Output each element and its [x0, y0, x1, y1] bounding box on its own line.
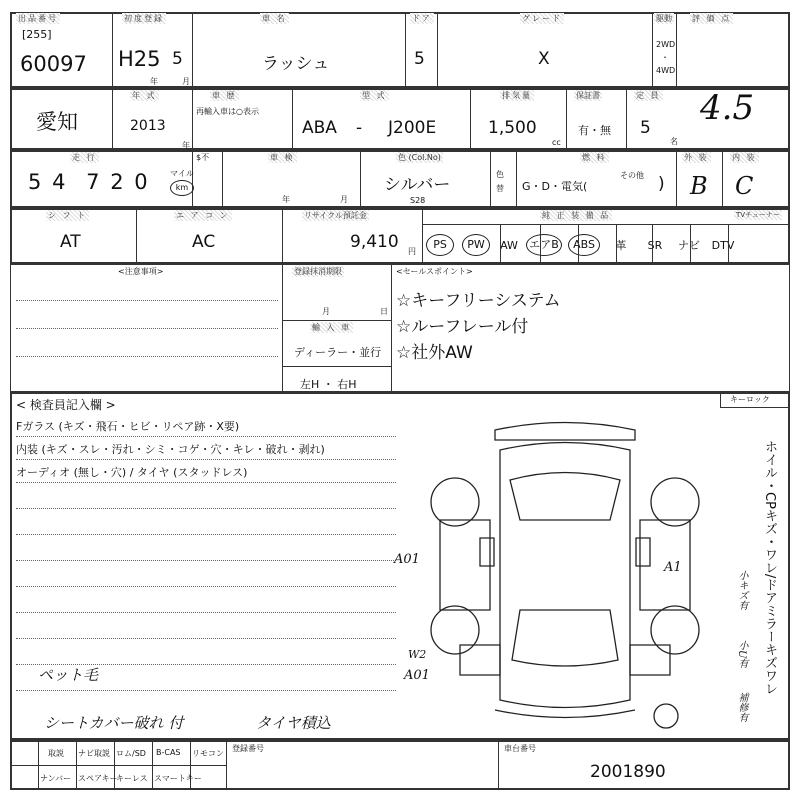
inspection-month-unit: 月: [340, 195, 348, 204]
yen-unit: 円: [408, 247, 416, 256]
model-prefix: ABA: [302, 118, 337, 138]
footer-spare-key: スペアキー: [78, 774, 118, 783]
label-model-year: 年 式: [132, 91, 157, 100]
label-shaken: 車 歴: [212, 91, 237, 100]
mileage-unit: km: [170, 180, 194, 196]
cc-unit: cc: [552, 138, 561, 147]
import-type: ディーラー・並行: [294, 346, 382, 359]
chassis-number: 2001890: [590, 762, 666, 782]
equip-ps: PS: [426, 234, 454, 256]
fuel: G・D・電気(: [522, 180, 588, 193]
label-capacity: 定 員: [636, 91, 661, 100]
month-unit: 月: [182, 77, 190, 86]
label-score: 評 価 点: [692, 14, 732, 23]
key-lock-label: キーロック: [730, 395, 770, 404]
label-tv: TVチューナー: [736, 211, 780, 219]
sales-point-1: ☆キーフリーシステム: [396, 291, 561, 311]
label-caution: <注意事項>: [118, 267, 164, 276]
equip-dtv: DTV: [711, 238, 735, 252]
mileage: [28, 170, 148, 194]
handwritten-pet-hair: ペット毛: [38, 666, 99, 684]
inspection-year-unit: 年: [282, 195, 290, 204]
label-inspection: 車 検: [270, 153, 295, 162]
mark-a01-left-door: A01: [394, 552, 420, 567]
score: 4.5: [700, 88, 755, 128]
mark-a1-right-door: A1: [664, 560, 682, 575]
footer-number-plate: ナンバー: [40, 774, 72, 783]
label-first-reg: 初度登録: [124, 14, 164, 23]
mileage-digit-5: 0: [134, 170, 148, 194]
side-note-small-scratch: 小キズ有: [736, 570, 747, 610]
region: 愛知: [36, 110, 78, 134]
capacity-unit: 名: [670, 137, 678, 146]
mileage-unit-top: マイル: [170, 169, 194, 178]
equip-abs: ABS: [568, 234, 600, 256]
model-year: 2013: [130, 118, 166, 134]
inspector-title: < 検査員記入欄 >: [16, 398, 116, 412]
side-note-wheel-mirror: ホイル・CPキズ・ワレ/ドアミラーキズワレ: [762, 440, 777, 696]
model-dash: -: [356, 118, 363, 138]
year-unit: 年: [150, 77, 158, 86]
area-code: [255]: [22, 28, 52, 41]
recycle-fee: 9,410: [350, 232, 399, 252]
label-sales-points: <セールスポイント>: [396, 267, 473, 276]
footer-bcas: B-CAS: [156, 748, 181, 757]
color-code: S28: [410, 196, 426, 205]
fuel-other: その他: [620, 171, 644, 180]
label-recycle: リサイクル預託金: [304, 211, 367, 220]
handle-side: 左H ・ 右H: [300, 378, 357, 391]
capacity: 5: [640, 118, 651, 138]
label-equipment: 純 正 装 備 品: [542, 211, 611, 220]
exterior-grade: B: [690, 172, 708, 200]
shift: AT: [60, 232, 81, 252]
label-lot-no: 出品番号: [18, 14, 58, 23]
replacement-flag: $不: [196, 153, 210, 162]
side-note-small-dent: 小U有: [736, 640, 747, 669]
label-interior: 内 装: [732, 153, 757, 162]
color: シルバー: [384, 175, 451, 195]
first-reg-year: H25: [118, 47, 161, 71]
car-name: ラッシュ: [262, 54, 330, 74]
drive-4wd: 4WD: [656, 66, 676, 75]
footer-remote: リモコン: [192, 749, 224, 758]
mileage-digit-3: 7: [86, 170, 100, 194]
inspector-line-1: Fガラス (キズ・飛石・ヒビ・リペア跡・X要): [16, 420, 240, 433]
sales-point-2: ☆ルーフレール付: [396, 317, 529, 337]
label-color: 色 (Col.No): [398, 153, 441, 162]
drive-sep: ・: [661, 53, 669, 62]
label-fuel: 燃 料: [582, 153, 607, 162]
footer-rom-sd: ロム/SD: [116, 749, 146, 758]
side-note-repaired: 補修有: [736, 692, 747, 722]
handwritten-tire: タイヤ積込: [256, 714, 331, 732]
mark-w2-left-rear: W2: [408, 648, 427, 661]
label-reg-number: 登録番号: [232, 744, 264, 753]
label-import: 輸 入 車: [312, 323, 352, 332]
footer-manual: 取説: [48, 749, 64, 758]
label-reg-deadline: 登録抹消期限: [294, 267, 342, 276]
label-displacement: 排気量: [502, 91, 532, 100]
equip-pw: PW: [462, 234, 490, 256]
label-exterior: 外 装: [684, 153, 709, 162]
sales-point-3: ☆社外AW: [396, 343, 473, 363]
interior-grade: C: [735, 172, 754, 200]
label-doors: ドア: [412, 14, 432, 23]
grade: X: [538, 49, 550, 69]
fuel-close: ): [658, 174, 665, 194]
drive-2wd: 2WD: [656, 40, 676, 49]
inspector-line-2: 内装 (キズ・スレ・汚れ・シミ・コゲ・穴・キレ・破れ・剥れ): [16, 443, 325, 456]
label-model: 型 式: [362, 91, 387, 100]
reg-day-unit: 日: [380, 307, 388, 316]
equip-airbag: エアB: [526, 234, 562, 256]
mileage-digit-2: 4: [52, 170, 66, 194]
footer-navi-manual: ナビ取説: [78, 749, 110, 758]
model-code: J200E: [388, 118, 437, 138]
color-change: 色替: [496, 170, 504, 193]
inspector-line-3: オーディオ (無し・穴) / タイヤ (スタッドレス): [16, 466, 248, 479]
equip-leather: 革: [615, 239, 627, 252]
equip-aw: AW: [500, 238, 518, 252]
footer-keyless: キーレス: [116, 774, 148, 783]
warranty: 有・無: [578, 124, 611, 137]
label-mileage: 走 行: [72, 153, 97, 162]
label-car-name: 車 名: [262, 14, 287, 23]
doors: 5: [414, 49, 425, 69]
shaken-note: 再輸入車は○表示: [196, 107, 259, 116]
aircon: AC: [192, 232, 216, 252]
model-year-unit: 年: [182, 141, 190, 150]
mileage-digit-4: 2: [110, 170, 124, 194]
handwritten-seat-cover: シートカバー破れ 付: [44, 714, 184, 732]
label-chassis: 車台番号: [504, 744, 536, 753]
equip-navi: ナビ: [678, 239, 700, 252]
mileage-digit-1: 5: [28, 170, 42, 194]
footer-smart-key: スマートキー: [154, 774, 202, 783]
label-warranty: 保証書: [576, 91, 600, 100]
equipment-list: [424, 228, 790, 262]
label-drive: 駆動: [656, 14, 672, 23]
label-grade: グレード: [522, 14, 562, 23]
first-reg-month: 5: [172, 49, 183, 69]
mark-a01-left-rear: A01: [404, 668, 430, 683]
reg-month-unit: 月: [322, 307, 330, 316]
displacement: 1,500: [488, 118, 537, 138]
equip-sunroof: SR: [647, 238, 663, 252]
lot-number: 60097: [20, 52, 87, 76]
label-aircon: エ ア コ ン: [176, 211, 230, 220]
label-shift: シ フ ト: [48, 211, 88, 220]
